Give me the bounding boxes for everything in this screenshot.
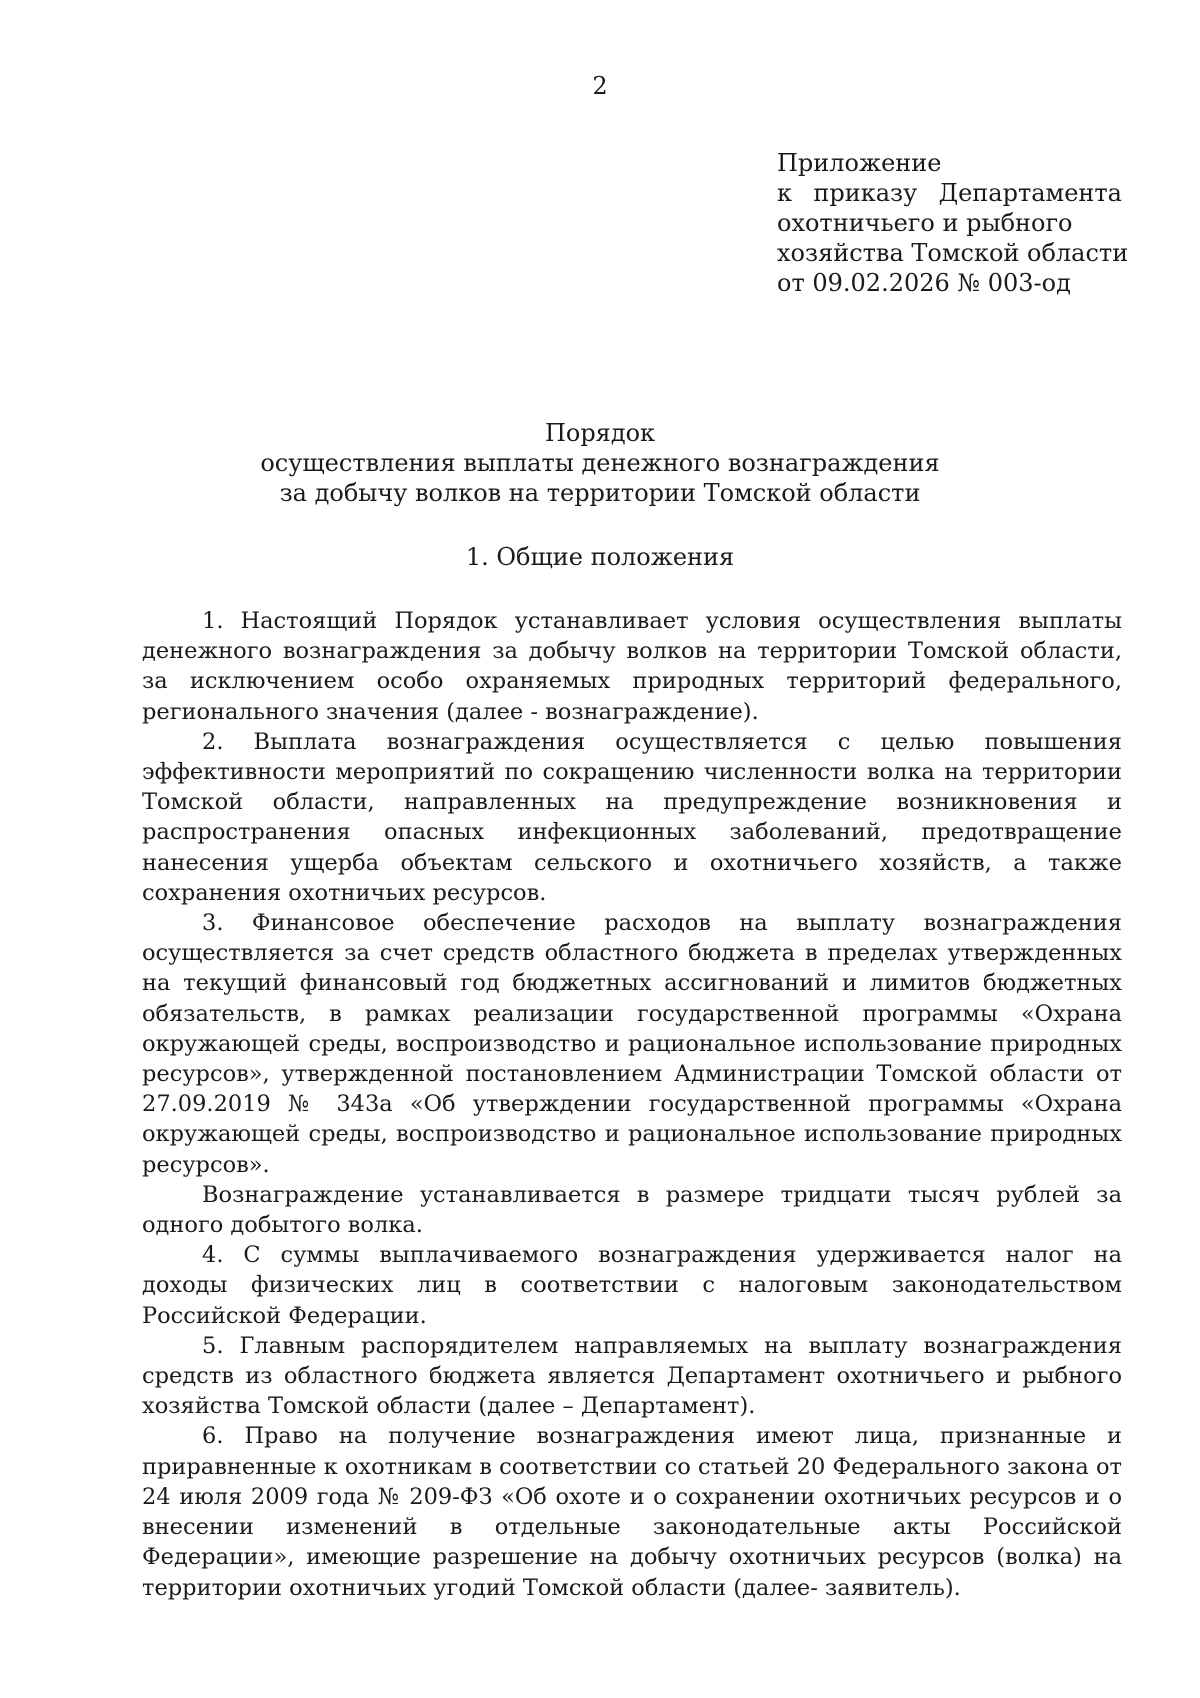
appendix-title: Приложение [777, 149, 942, 177]
title-line-3: за добычу волков на территории Томской области [279, 479, 921, 507]
appendix-word-department: Департамента [938, 179, 1122, 207]
paragraph-4: 4. С суммы выплачиваемого вознаграждения удерживается налог на доходы физических лиц в соответствии с налоговым законодательством Российской Федерации. [142, 1242, 1122, 1329]
appendix-order-line [777, 178, 1122, 208]
appendix-block [777, 148, 1129, 298]
paragraph-3-reward-amount: Вознаграждение устанавливается в размере тридцати тысяч рублей за одного добытого волка. [142, 1181, 1122, 1239]
title-line-2: осуществления выплаты денежного вознаграждения [260, 449, 940, 477]
paragraph-5: 5. Главным распорядителем направляемых на выплату вознаграждения средств из областного бюджета является Департамент охотничьего и рыбного хозяйства Томской области (далее – Департамент). [142, 1332, 1122, 1420]
paragraph-2: 2. Выплата вознаграждения осуществляется с целью повышения эффективности мероприятий по сокращению численности волка на территории Томской области, направленных на предупреждение возникновения и распространения опасных инфекционных заболеваний, предотвращение нанесения ущерба объектам сельского и охотничьего хозяйств, а также сохранения охотничьих ресурсов. [142, 728, 1122, 906]
appendix-department-line1: охотничьего и рыбного [777, 209, 1073, 237]
appendix-word-order: приказу [813, 179, 918, 207]
paragraph-1: 1. Настоящий Порядок устанавливает условия осуществления выплаты денежного вознаграждения за добычу волков на территории Томской области, за исключением особо охраняемых природных территорий федерального, регионального значения (далее - вознаграждение). [142, 608, 1122, 725]
paragraph-3: 3. Финансовое обеспечение расходов на выплату вознаграждения осуществляется за счет средств областного бюджета в пределах утвержденных на текущий финансовый год бюджетных ассигнований и лимитов бюджетных обязательств, в рамках реализации государственной программы «Охрана окружающей среды, воспроизводство и рациональное использование природных ресурсов», утвержденной постановлением Администрации Томской области от 27.09.2019 № 343а «Об утверждении государственной программы «Охрана окружающей среды, воспроизводство и рациональное использование природных ресурсов». [142, 910, 1122, 1178]
paragraph-6: 6. Право на получение вознаграждения имеют лица, признанные и приравненные к охотникам в соответствии со статьей 20 Федерального закона от 24 июля 2009 года № 209-ФЗ «Об охоте и о сохранении охотничьих ресурсов и о внесении изменений в отдельные законодательные акты Российской Федерации», имеющие разрешение на добычу охотничьих ресурсов (волка) на территории охотничьих угодий Томской области (далее- заявитель). [142, 1423, 1122, 1601]
title-line-1: Порядок [544, 419, 656, 447]
document-title [0, 418, 1200, 508]
appendix-department-line2: хозяйства Томской области [777, 239, 1129, 267]
appendix-order-date-number: от 09.02.2026 № 003-од [777, 269, 1071, 297]
section-body [142, 606, 1122, 1603]
section-heading: 1. Общие положения [465, 543, 735, 571]
appendix-word-k: к [777, 179, 792, 207]
page-number: 2 [592, 72, 608, 100]
